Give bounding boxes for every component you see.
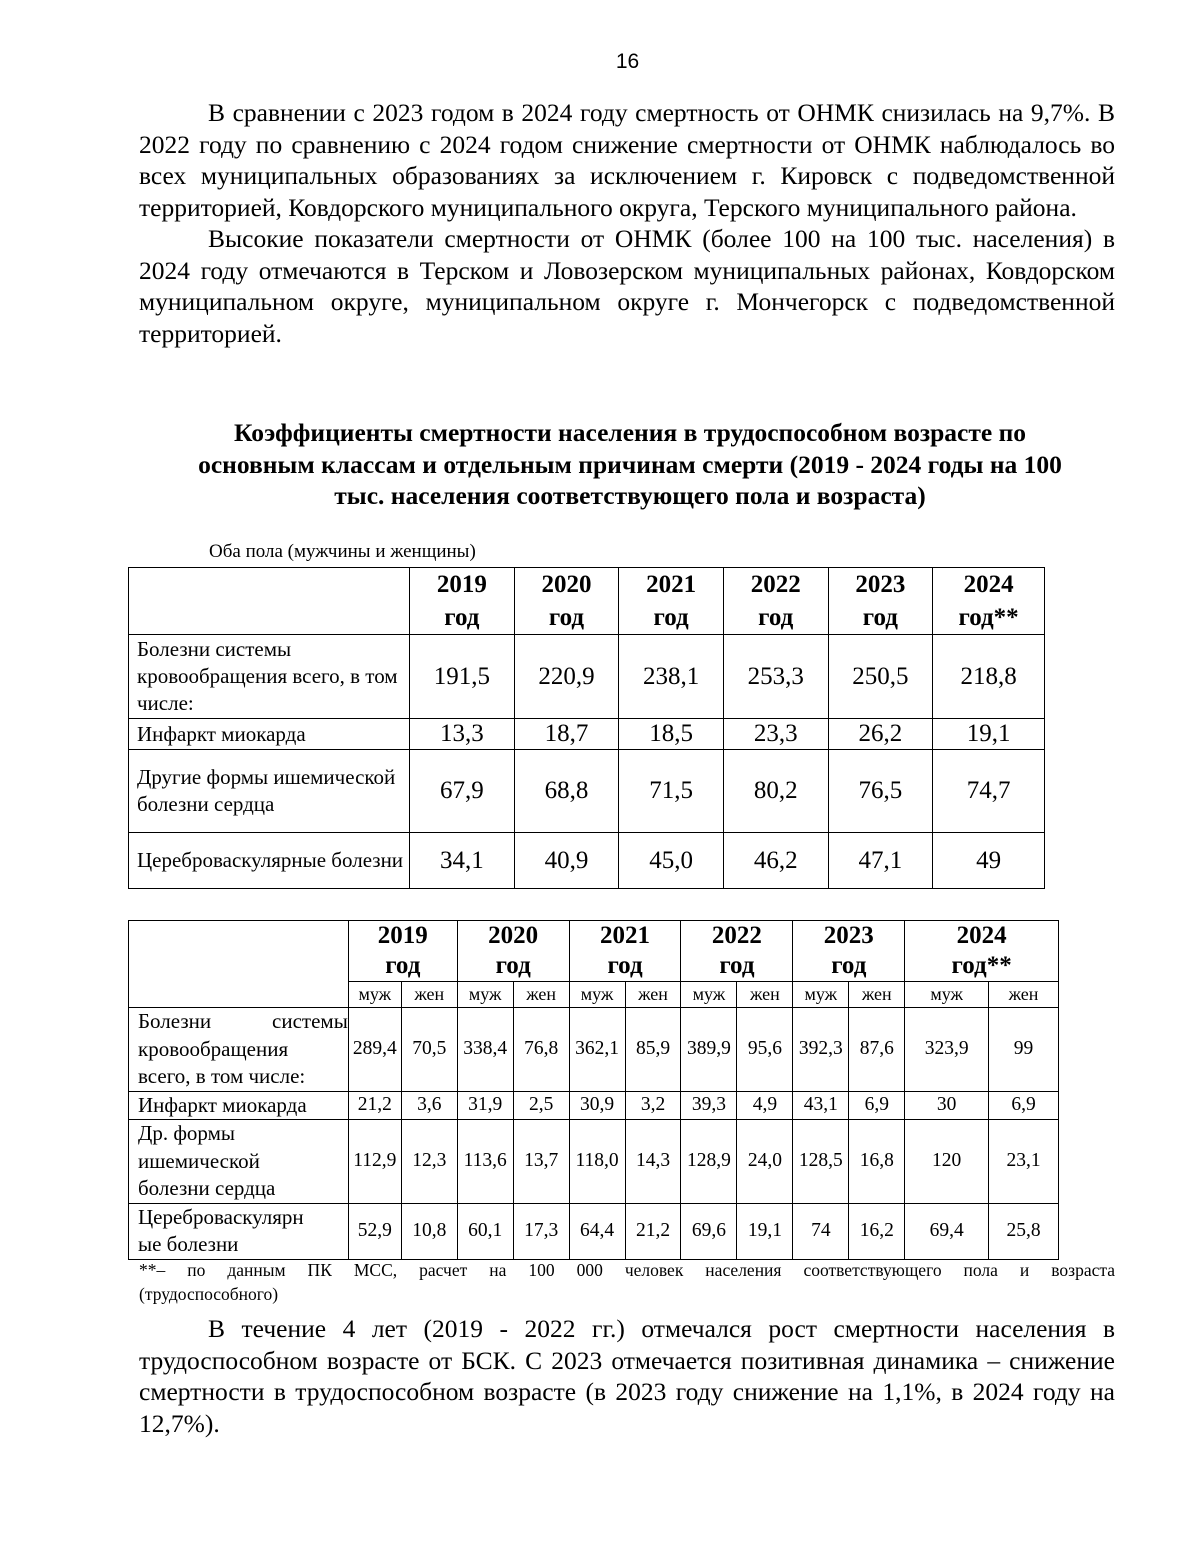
heading-line-3: тыс. населения соответствующего пола и возраста) <box>334 481 926 510</box>
table-cell: 87,6 <box>849 1008 905 1092</box>
table-cell: 23,1 <box>989 1120 1059 1204</box>
row-label: Болезни системы кровообращения всего, в том числе: <box>129 635 410 719</box>
table-row <box>129 750 1045 833</box>
table-header-year <box>514 568 619 635</box>
table-header-year <box>410 568 515 635</box>
table-cell: 80,2 <box>723 750 828 833</box>
year-number: 2020 <box>488 922 539 949</box>
table-header-row <box>129 921 1059 982</box>
table-cell: 67,9 <box>410 750 515 833</box>
year-unit: год** <box>958 604 1019 631</box>
page-number: 16 <box>615 50 640 73</box>
table-cell: 69,6 <box>681 1203 737 1259</box>
table-cell: 253,3 <box>723 635 828 719</box>
intro-text <box>139 97 1115 349</box>
table-header-year <box>723 568 828 635</box>
table-cell: 21,2 <box>348 1091 401 1120</box>
table-row <box>129 1008 1059 1092</box>
year-number: 2021 <box>600 922 651 949</box>
table-cell: 68,8 <box>514 750 619 833</box>
table-header-year <box>933 568 1045 635</box>
sex-header-female: жен <box>989 982 1059 1008</box>
year-number: 2024 <box>956 922 1007 949</box>
year-unit: год <box>495 952 531 979</box>
year-unit: год <box>831 952 867 979</box>
sex-header-male: муж <box>569 982 625 1008</box>
heading-line-1: Коэффициенты смертности населения в трудоспособном возрасте по <box>233 418 1027 447</box>
year-number: 2019 <box>377 922 428 949</box>
table-header-empty <box>129 568 410 635</box>
table-cell: 16,8 <box>849 1120 905 1204</box>
table-cell: 14,3 <box>625 1120 681 1204</box>
table-cell: 112,9 <box>348 1120 401 1204</box>
table-cell: 6,9 <box>989 1091 1059 1120</box>
sex-header-female: жен <box>737 982 793 1008</box>
sex-header-male: муж <box>348 982 401 1008</box>
table-cell: 18,5 <box>619 719 724 750</box>
table-cell: 64,4 <box>569 1203 625 1259</box>
row-label-line: ые болезни <box>138 1232 239 1256</box>
table-header-year <box>681 921 793 982</box>
table-cell: 99 <box>989 1008 1059 1092</box>
table-cell: 71,5 <box>619 750 724 833</box>
row-label <box>129 1091 349 1120</box>
table-header-row <box>129 568 1045 635</box>
table-cell: 21,2 <box>625 1203 681 1259</box>
table-cell: 220,9 <box>514 635 619 719</box>
table-cell: 2,5 <box>513 1091 569 1120</box>
table-cell: 30 <box>905 1091 989 1120</box>
row-label-line: Цереброваскулярн <box>138 1204 304 1229</box>
table-cell: 34,1 <box>410 833 515 889</box>
table-header-year <box>619 568 724 635</box>
table-header-year <box>457 921 569 982</box>
year-unit: год <box>607 952 643 979</box>
table-cell: 70,5 <box>401 1008 457 1092</box>
table-header-year <box>348 921 457 982</box>
table-row <box>129 635 1045 719</box>
year-unit: год <box>719 952 755 979</box>
heading-line-2: основным классам и отдельным причинам смерти (2019 - 2024 годы на 100 <box>198 449 1062 479</box>
table-cell: 31,9 <box>457 1091 513 1120</box>
table-header-year <box>905 921 1059 982</box>
table-cell: 76,5 <box>828 750 933 833</box>
table-cell: 362,1 <box>569 1008 625 1092</box>
sex-header-male: муж <box>457 982 513 1008</box>
table-cell: 24,0 <box>737 1120 793 1204</box>
year-unit: год <box>653 604 689 631</box>
table-cell: 392,3 <box>793 1008 849 1092</box>
sex-header-female: жен <box>401 982 457 1008</box>
table-cell: 3,2 <box>625 1091 681 1120</box>
row-label: Инфаркт миокарда <box>129 719 410 750</box>
footnote-line-2: (трудоспособного) <box>139 1284 279 1304</box>
table-cell: 218,8 <box>933 635 1045 719</box>
table-cell: 3,6 <box>401 1091 457 1120</box>
table-cell: 19,1 <box>933 719 1045 750</box>
table-cell: 120 <box>905 1120 989 1204</box>
table-cell: 23,3 <box>723 719 828 750</box>
table-cell: 128,5 <box>793 1120 849 1204</box>
table-cell: 76,8 <box>513 1008 569 1092</box>
table-cell: 74,7 <box>933 750 1045 833</box>
intro-paragraph-2: Высокие показатели смертности от ОНМК (более 100 на 100 тыс. населения) в 2024 году отмечаются в Терском и Ловозерском муниципальных районах, Ковдорском муниципальном округе, муниципальном округе г. Мончегорск с подведомственной территорией. <box>139 224 1115 348</box>
conclusion-paragraph: В течение 4 лет (2019 - 2022 гг.) отмечался рост смертности населения в трудоспособном возрасте от БСК. С 2023 отмечается позитивная динамика – снижение смертности в трудоспособном возрасте (в 2023 году снижение на 1,1%, в 2024 году на 12,7%). <box>139 1314 1115 1438</box>
table-cell: 69,4 <box>905 1203 989 1259</box>
table-cell: 49 <box>933 833 1045 889</box>
row-label <box>129 1203 349 1259</box>
table-cell: 4,9 <box>737 1091 793 1120</box>
sex-header-female: жен <box>625 982 681 1008</box>
table-header-year <box>569 921 681 982</box>
table-cell: 250,5 <box>828 635 933 719</box>
row-label-line: Инфаркт миокарда <box>138 1092 307 1117</box>
table-cell: 95,6 <box>737 1008 793 1092</box>
table-cell: 191,5 <box>410 635 515 719</box>
table-header-year <box>793 921 905 982</box>
row-label-line: Др. формы <box>138 1121 236 1145</box>
table-cell: 113,6 <box>457 1120 513 1204</box>
year-unit: год** <box>951 952 1012 979</box>
table1-caption: Оба пола (мужчины и женщины) <box>209 541 476 562</box>
table-cell: 30,9 <box>569 1091 625 1120</box>
table-cell: 52,9 <box>348 1203 401 1259</box>
table-cell: 25,8 <box>989 1203 1059 1259</box>
table-row <box>129 833 1045 889</box>
table-cell: 47,1 <box>828 833 933 889</box>
table-row <box>129 1203 1059 1259</box>
row-label-line: кровообращения <box>138 1036 289 1061</box>
table-cell: 18,7 <box>514 719 619 750</box>
year-unit: год <box>548 604 585 631</box>
footnote-line-1: **– по данным ПК МСС, расчет на 100 000 человек населения соответствующего пола и возраста <box>139 1260 1115 1280</box>
table-cell: 40,9 <box>514 833 619 889</box>
table-cell: 12,3 <box>401 1120 457 1204</box>
sex-header-female: жен <box>849 982 905 1008</box>
row-label <box>129 1120 349 1204</box>
table-cell: 6,9 <box>849 1091 905 1120</box>
year-number: 2023 <box>855 571 906 598</box>
table-cell: 46,2 <box>723 833 828 889</box>
table-cell: 128,9 <box>681 1120 737 1204</box>
table-cell: 13,3 <box>410 719 515 750</box>
row-label-line: ишемической <box>138 1148 260 1173</box>
year-number: 2022 <box>750 571 801 598</box>
table-cell: 43,1 <box>793 1091 849 1120</box>
table-cell: 16,2 <box>849 1203 905 1259</box>
table-cell: 338,4 <box>457 1008 513 1092</box>
table-cell: 238,1 <box>619 635 724 719</box>
table-cell: 118,0 <box>569 1120 625 1204</box>
mortality-table-by-sex <box>128 920 1059 1260</box>
table-cell: 389,9 <box>681 1008 737 1092</box>
table-cell: 85,9 <box>625 1008 681 1092</box>
row-label: Цереброваскулярные болезни <box>129 833 410 889</box>
row-label <box>129 1008 349 1092</box>
footnote <box>139 1258 1115 1306</box>
row-label: Другие формы ишемической болезни сердца <box>129 750 410 833</box>
year-number: 2021 <box>646 571 697 598</box>
table-cell: 45,0 <box>619 833 724 889</box>
table-cell: 19,1 <box>737 1203 793 1259</box>
table-row <box>129 719 1045 750</box>
table-row <box>129 1091 1059 1120</box>
table-cell: 10,8 <box>401 1203 457 1259</box>
intro-paragraph-1: В сравнении с 2023 годом в 2024 году смертность от ОНМК снизилась на 9,7%. В 2022 году по сравнению с 2024 годом снижение смертности от ОНМК наблюдалось во всех муниципальных образованиях за исключением г. Кировск с подведомственной территорией, Ковдорского муниципального округа, Терского муниципального района. <box>139 98 1115 222</box>
year-unit: год <box>862 604 898 631</box>
row-label-line: болезни сердца <box>138 1176 276 1200</box>
sex-header-male: муж <box>793 982 849 1008</box>
sex-header-male: муж <box>681 982 737 1008</box>
section-heading <box>130 417 1130 512</box>
table-cell: 60,1 <box>457 1203 513 1259</box>
table-cell: 17,3 <box>513 1203 569 1259</box>
sex-header-female: жен <box>513 982 569 1008</box>
table-cell: 289,4 <box>348 1008 401 1092</box>
sex-header-male: муж <box>905 982 989 1008</box>
year-number: 2019 <box>436 571 487 598</box>
conclusion-text <box>139 1313 1115 1439</box>
year-number: 2020 <box>541 571 592 598</box>
year-unit: год <box>444 604 480 631</box>
table-cell: 74 <box>793 1203 849 1259</box>
mortality-table-both-sexes <box>128 567 1045 889</box>
year-unit: год <box>385 952 421 979</box>
table-cell: 323,9 <box>905 1008 989 1092</box>
row-label-line: Болезни системы <box>138 1009 348 1033</box>
table-row <box>129 1120 1059 1204</box>
table-cell: 13,7 <box>513 1120 569 1204</box>
table-cell: 39,3 <box>681 1091 737 1120</box>
year-number: 2022 <box>711 922 762 949</box>
table-header-empty <box>129 921 349 1008</box>
year-unit: год <box>758 604 794 631</box>
year-number: 2024 <box>963 571 1014 598</box>
table-cell: 26,2 <box>828 719 933 750</box>
row-label-line: всего, в том числе: <box>138 1064 306 1088</box>
table-header-year <box>828 568 933 635</box>
year-number: 2023 <box>823 922 874 949</box>
